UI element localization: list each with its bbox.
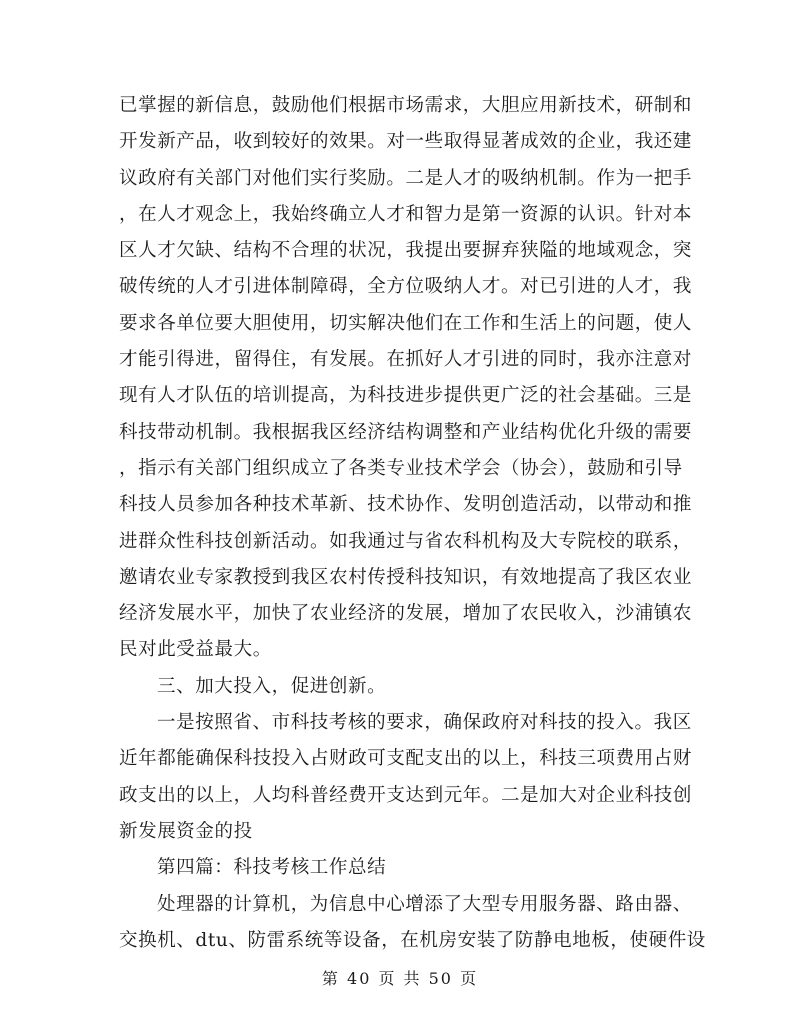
paragraph-line: 开发新产品，收到较好的效果。对一些取得显著成效的企业，我还建 (119, 131, 693, 153)
page-footer (0, 966, 800, 989)
paragraph-line: 近年都能确保科技投入占财政可支配支出的以上，科技三项费用占财 (119, 748, 693, 770)
paragraph-line: ，在人才观念上，我始终确立人才和智力是第一资源的认识。针对本 (119, 203, 693, 225)
paragraph-line: 要求各单位要大胆使用，切实解决他们在工作和生活上的问题，使人 (119, 312, 693, 334)
paragraph-line: 处理器的计算机，为信息中心增添了大型专用服务器、路由器、 (157, 893, 692, 915)
paragraph-line: 邀请农业专家教授到我区农村传授科技知识，有效地提高了我区农业 (119, 566, 693, 588)
paragraph-line: 科技带动机制。我根据我区经济结构调整和产业结构优化升级的需要 (119, 421, 693, 443)
chapter-heading: 第四篇：科技考核工作总结 (157, 857, 387, 879)
paragraph-line: 新发展资金的投 (119, 820, 253, 842)
paragraph-line: 交换机、dtu、防雷系统等设备，在机房安装了防静电地板，使硬件设 (119, 929, 706, 951)
paragraph-line: 议政府有关部门对他们实行奖励。二是人才的吸纳机制。作为一把手 (119, 167, 693, 189)
paragraph-line: 科技人员参加各种技术革新、技术协作、发明创造活动，以带动和推 (119, 494, 693, 516)
paragraph-line: 民对此受益最大。 (119, 639, 272, 661)
section-heading: 三、加大投入，促进创新。 (157, 675, 387, 697)
paragraph-line: 经济发展水平，加快了农业经济的发展，增加了农民收入，沙浦镇农 (119, 603, 693, 625)
body-text (119, 88, 706, 959)
paragraph-line: 一是按照省、市科技考核的要求，确保政府对科技的投入。我区 (157, 712, 692, 734)
page-number: 第 40 页 共 50 页 (321, 969, 479, 988)
paragraph-line: 破传统的人才引进体制障碍，全方位吸纳人才。对已引进的人才，我 (119, 276, 693, 298)
paragraph-line: 政支出的以上，人均科普经费开支达到元年。二是加大对企业科技创 (119, 784, 693, 806)
paragraph-line: 才能引得进，留得住，有发展。在抓好人才引进的同时，我亦注意对 (119, 349, 693, 371)
paragraph-line: ，指示有关部门组织成立了各类专业技术学会（协会），鼓励和引导 (119, 457, 683, 479)
paragraph-line: 进群众性科技创新活动。如我通过与省农科机构及大专院校的联系， (119, 530, 693, 552)
paragraph-line: 现有人才队伍的培训提高，为科技进步提供更广泛的社会基础。三是 (119, 385, 693, 407)
paragraph-line: 区人才欠缺、结构不合理的状况，我提出要摒弃狭隘的地域观念，突 (119, 240, 693, 262)
paragraph-line: 已掌握的新信息，鼓励他们根据市场需求，大胆应用新技术，研制和 (119, 95, 693, 116)
